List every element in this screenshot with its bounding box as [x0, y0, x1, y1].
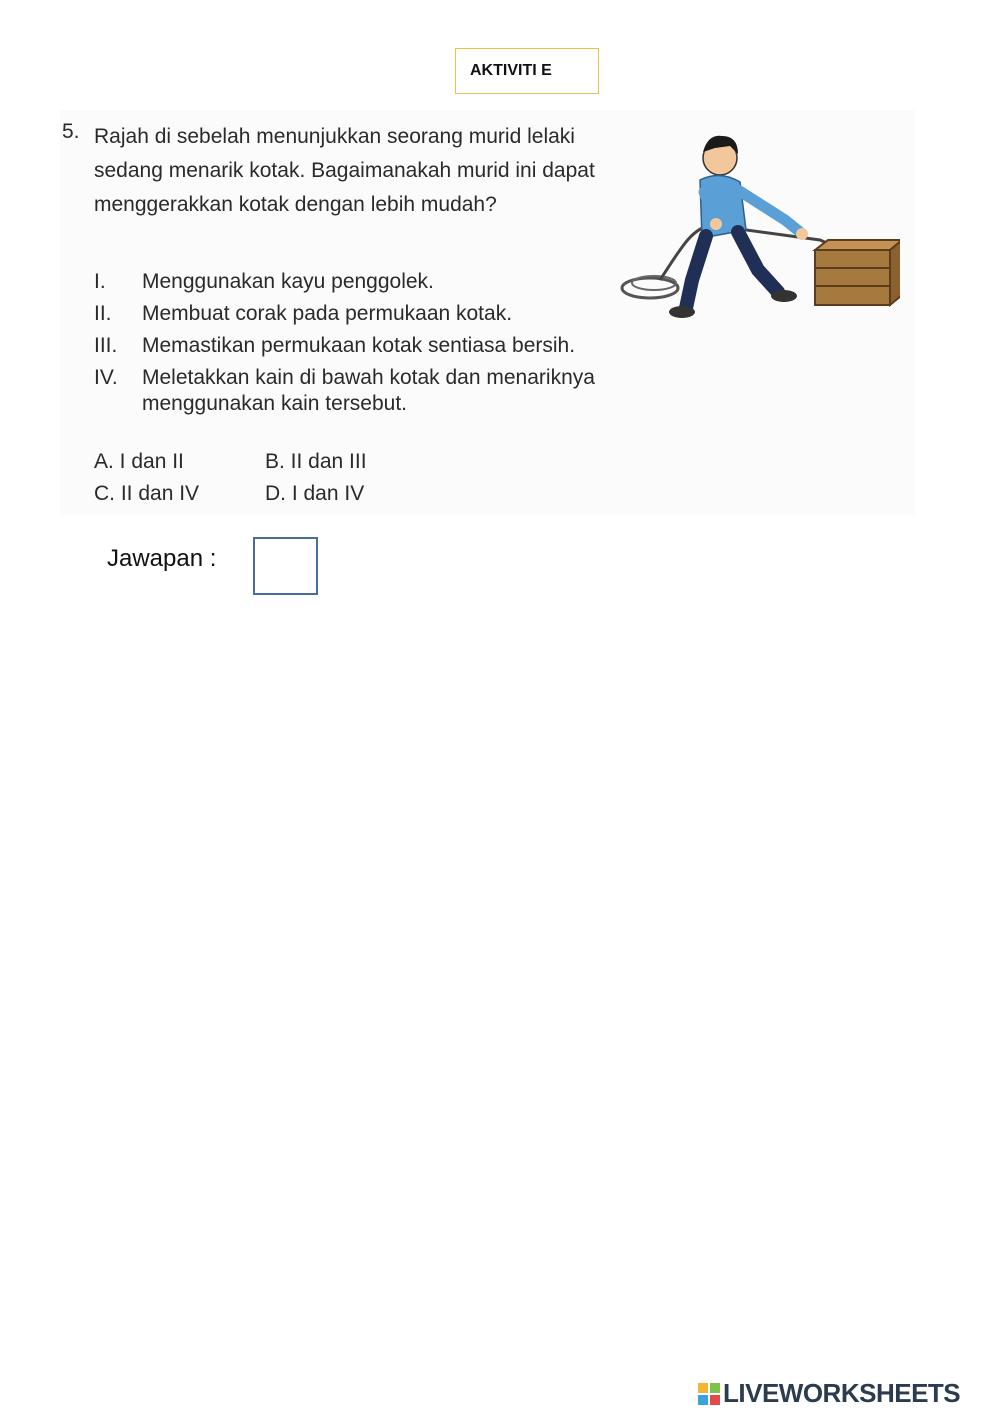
- question-number: 5.: [62, 120, 80, 143]
- option-a: A. I dan II: [94, 450, 184, 473]
- liveworksheets-logo: [698, 1378, 960, 1409]
- answer-input-box[interactable]: [253, 537, 318, 595]
- statement-text: Memastikan permukaan kotak sentiasa bersih.: [142, 334, 576, 357]
- statement-continuation: menggunakan kain tersebut.: [142, 392, 408, 415]
- answer-label: Jawapan :: [107, 545, 217, 572]
- statement-text: Meletakkan kain di bawah kotak dan menariknya: [142, 366, 595, 389]
- statement-number: I.: [94, 270, 106, 293]
- statement-number: IV.: [94, 366, 118, 389]
- statement-3: [94, 334, 575, 358]
- option-c: C. II dan IV: [94, 482, 200, 505]
- boy-pulling-box-illustration: [620, 120, 900, 325]
- statement-text: Membuat corak pada permukaan kotak.: [142, 302, 513, 325]
- statement-number: III.: [94, 334, 118, 357]
- question-card: [60, 110, 915, 515]
- statement-2: [94, 302, 512, 326]
- liveworksheets-logo-icon: [698, 1383, 720, 1405]
- activity-title: AKTIVITI E: [455, 48, 599, 94]
- question-text: Rajah di sebelah menunjukkan seorang murid lelaki sedang menarik kotak. Bagaimanakah murid ini dapat menggerakkan kotak dengan lebih mudah?: [94, 125, 595, 216]
- statement-4: [94, 366, 595, 416]
- option-b: B. II dan III: [265, 450, 367, 473]
- logo-text: LIVEWORKSHEETS: [723, 1378, 961, 1408]
- statement-number: II.: [94, 302, 112, 325]
- statement-1: [94, 270, 434, 294]
- statement-text: Menggunakan kayu penggolek.: [142, 270, 434, 293]
- option-d: D. I dan IV: [265, 482, 365, 505]
